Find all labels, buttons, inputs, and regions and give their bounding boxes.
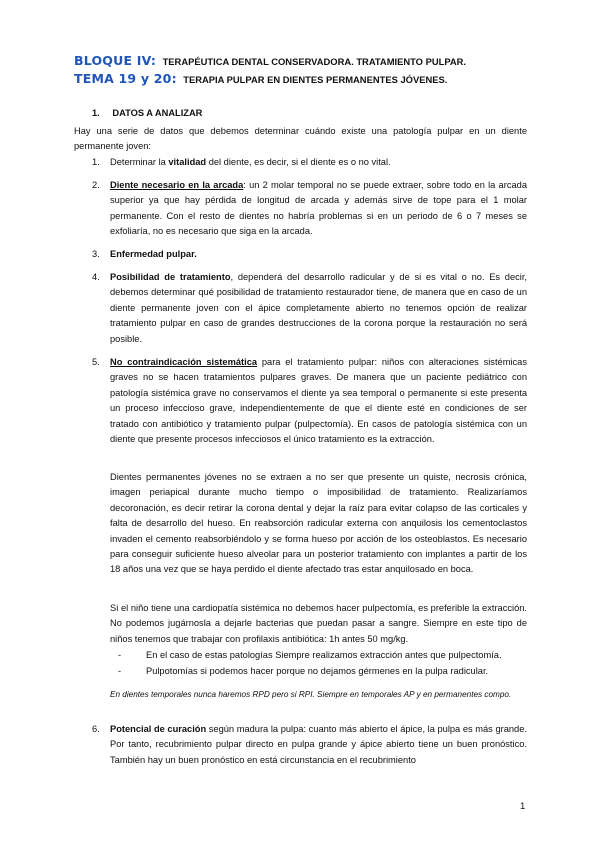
list-item (92, 355, 527, 447)
section-heading (92, 106, 545, 121)
list-item-post: del diente, es decir, si el diente es o no vital. (206, 157, 391, 167)
section-number: 1. (92, 108, 100, 118)
topic-heading (74, 70, 447, 88)
list-item-text (110, 155, 527, 170)
list-item-text (110, 722, 527, 768)
list-item-bold: vitalidad (168, 157, 207, 167)
list-item-number: 5. (92, 357, 100, 367)
list-item-bold: Enfermedad pulpar. (110, 249, 197, 259)
topic-tag: TEMA 19 y 20: (74, 71, 177, 86)
list-item-post: : un 2 molar temporal no se puede extraer, sobre todo en la arcada superior ya que hay pérdida de longitud de arcada y además sirve de tope para el 1 molar permanente. Con el resto de dientes no habría problemas si en un periodo de 6 o 7 meses se exfoliaría, no es necesario que siga en la arcada. (110, 180, 527, 237)
bullet-dash: - (118, 650, 122, 660)
list-item (92, 178, 527, 240)
list-item-bold: Diente necesario en la arcada (110, 180, 244, 190)
list-item-number: 4. (92, 272, 100, 282)
list-item-post: , dependerá del desarrollo radicular y de si es vital o no. Es decir, debemos determinar qué posibilidad de tratamiento restaurador tiene, de manera que en caso de un diente permanente joven con el ápice completamente abierto no tenemos opción de realizar tratamiento pulpar en caso de grandes destrucciones de la corona porque la restauración no será posible. (110, 272, 528, 344)
list-item-bold: Potencial de curación (110, 724, 207, 734)
section-title: DATOS A ANALIZAR (112, 108, 203, 118)
block-title: TERAPÉUTICA DENTAL CONSERVADORA. TRATAMIENTO PULPAR. (162, 56, 467, 67)
list-item-bold: No contraindicación sistemática (110, 357, 258, 367)
block-heading (74, 52, 466, 70)
topic-title: TERAPIA PULPAR EN DIENTES PERMANENTES JÓVENES. (183, 74, 448, 85)
list-item (92, 722, 527, 768)
list-item-text (110, 178, 527, 240)
italic-note: En dientes temporales nunca haremos RPD pero si RPI. Siempre en temporales AP y en permanentes compo. (110, 690, 512, 699)
list-item-number: 6. (92, 724, 100, 734)
bullet-item (118, 648, 527, 663)
bullet-item (118, 664, 527, 679)
list-item-post: según madura la pulpa: cuanto más abierto el ápice, la pulpa es más grande. Por tanto, recubrimiento pulpar directo en pulpa grande y ápice abierto tiene un buen pronóstico. También hay un buen pronóstico en está circunstancia en el recubrimiento (110, 724, 527, 765)
list-item-text (110, 247, 527, 262)
list-item (92, 247, 527, 262)
bullet-text: En el caso de estas patologías Siempre realizamos extracción antes que pulpectomía. (146, 650, 502, 660)
list-item-bold: Posibilidad de tratamiento (110, 272, 231, 282)
section-intro: Hay una serie de datos que debemos determinar cuándo existe una patología pulpar en un diente permanente joven: (74, 126, 527, 152)
body-paragraph: Si el niño tiene una cardiopatía sistémica no debemos hacer pulpectomía, es preferible la extracción. No podemos jugárnosla a dejarle bacterias que puedan pasar a sangre. Siempre en este tipo de niños tenemos que trabajar con profilaxis antibiótica: 1h antes 50 mg/kg. (110, 603, 527, 644)
block-tag: BLOQUE IV: (74, 53, 157, 68)
list-item-pre: Determinar la (110, 157, 169, 167)
list-item (92, 270, 527, 347)
list-item-number: 3. (92, 249, 100, 259)
list-item-text (110, 355, 527, 447)
page-number: 1 (520, 801, 526, 812)
list-item-post: para el tratamiento pulpar: niños con alteraciones sistémicas graves no se hacen tratamientos pulpares graves. De manera que un paciente pediátrico con patología sistémica grave no conservamos el diente ya sea temporal o permanente si este presenta un proceso infeccioso grave, independientemente de que el diente esté en condiciones de ser tratado con antibiótico y tratamiento pulpar (pulpectomía). En casos de patología sistémica con un diente que presente procesos infecciosos el único tratamiento es la extracción. (110, 357, 527, 445)
list-item-number: 2. (92, 180, 100, 190)
bullet-text: Pulpotomías si podemos hacer porque no dejamos gérmenes en la pulpa radicular. (146, 666, 489, 676)
list-item-text (110, 270, 527, 347)
bullet-dash: - (118, 666, 122, 676)
list-item-number: 1. (92, 157, 100, 167)
body-paragraph: Dientes permanentes jóvenes no se extraen a no ser que presente un quiste, necrosis crónica, imagen periapical durante mucho tiempo o imposibilidad de tratamiento. Realizaríamos decoronación, es decir retirar la corona dental y dejar la raíz para evitar colapso de las corticales y falta de desarrollo del hueso. En reabsorción radicular externa con anquilosis los cementoclastos invaden el cemento reabsorbiéndolo y se forma hueso por acción de los osteoblastos. Es necesario para conseguir suficiente hueso alveolar para un posterior tratamiento con implantes a partir de los 18 años una vez que se haya perdido el diente afectado tras estar anquilosado en boca. (110, 472, 527, 575)
list-item (92, 155, 527, 170)
